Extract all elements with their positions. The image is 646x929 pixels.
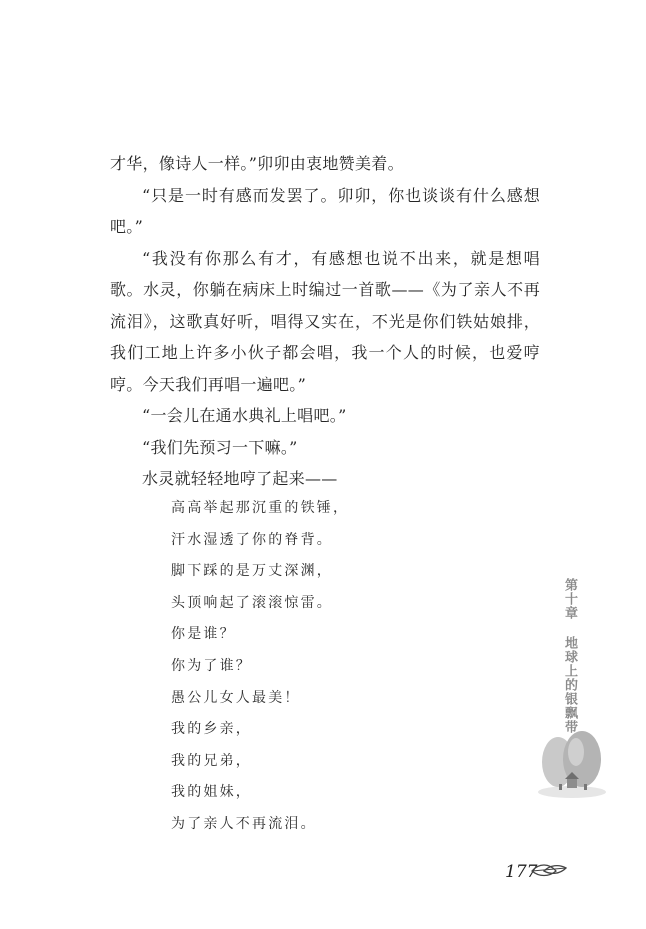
poem-line: 脚下踩的是万丈深渊， (171, 563, 333, 580)
chapter-title: 地球上的银飘带 (562, 636, 577, 734)
poem-line: 愚公儿女人最美！ (171, 689, 301, 706)
poem-line: 我的乡亲， (171, 721, 252, 738)
paragraph: 才华，像诗人一样。”卯卯由衷地赞美着。 (110, 154, 404, 173)
paragraph: “只是一时有感而发罢了。卯卯，你也谈谈有什么感想吧。” (110, 185, 540, 236)
poem-line: 你为了谁？ (171, 657, 252, 674)
tree-illustration-icon (536, 728, 608, 800)
poem-line: 我的兄弟， (171, 752, 252, 769)
poem-line: 高高举起那沉重的铁锤， (171, 500, 350, 516)
paragraph: “一会儿在通水典礼上唱吧。” (142, 406, 347, 425)
poem-line: 汗水湿透了你的脊背。 (171, 531, 333, 548)
poem-block (171, 493, 349, 841)
poem-line: 我的姐妹， (171, 784, 252, 801)
chapter-number: 第十章 (562, 578, 577, 620)
poem-line: 头顶响起了滚滚惊雷。 (171, 594, 333, 611)
paragraph: “我没有你那么有才，有感想也说不出来，就是想唱歌。水灵，你躺在病床上时编过一首歌——《为了亲人不再流泪》，这歌真好听，唱得又实在，不光是你们铁姑娘排，我们工地上许多小伙子都会唱，我一个人的时候，也爱哼哼。今天我们再唱一遍吧。” (110, 248, 540, 394)
poem-line: 你是谁？ (171, 626, 236, 643)
leaf-ornament-icon (530, 860, 570, 880)
body-text (110, 148, 540, 495)
paragraph: “我们先预习一下嘛。” (142, 437, 298, 457)
page-number: 177 (505, 862, 538, 882)
poem-line: 为了亲人不再流泪。 (171, 815, 317, 832)
paragraph: 水灵就轻轻地哼了起来—— (142, 469, 338, 488)
chapter-side-tab (562, 578, 584, 734)
